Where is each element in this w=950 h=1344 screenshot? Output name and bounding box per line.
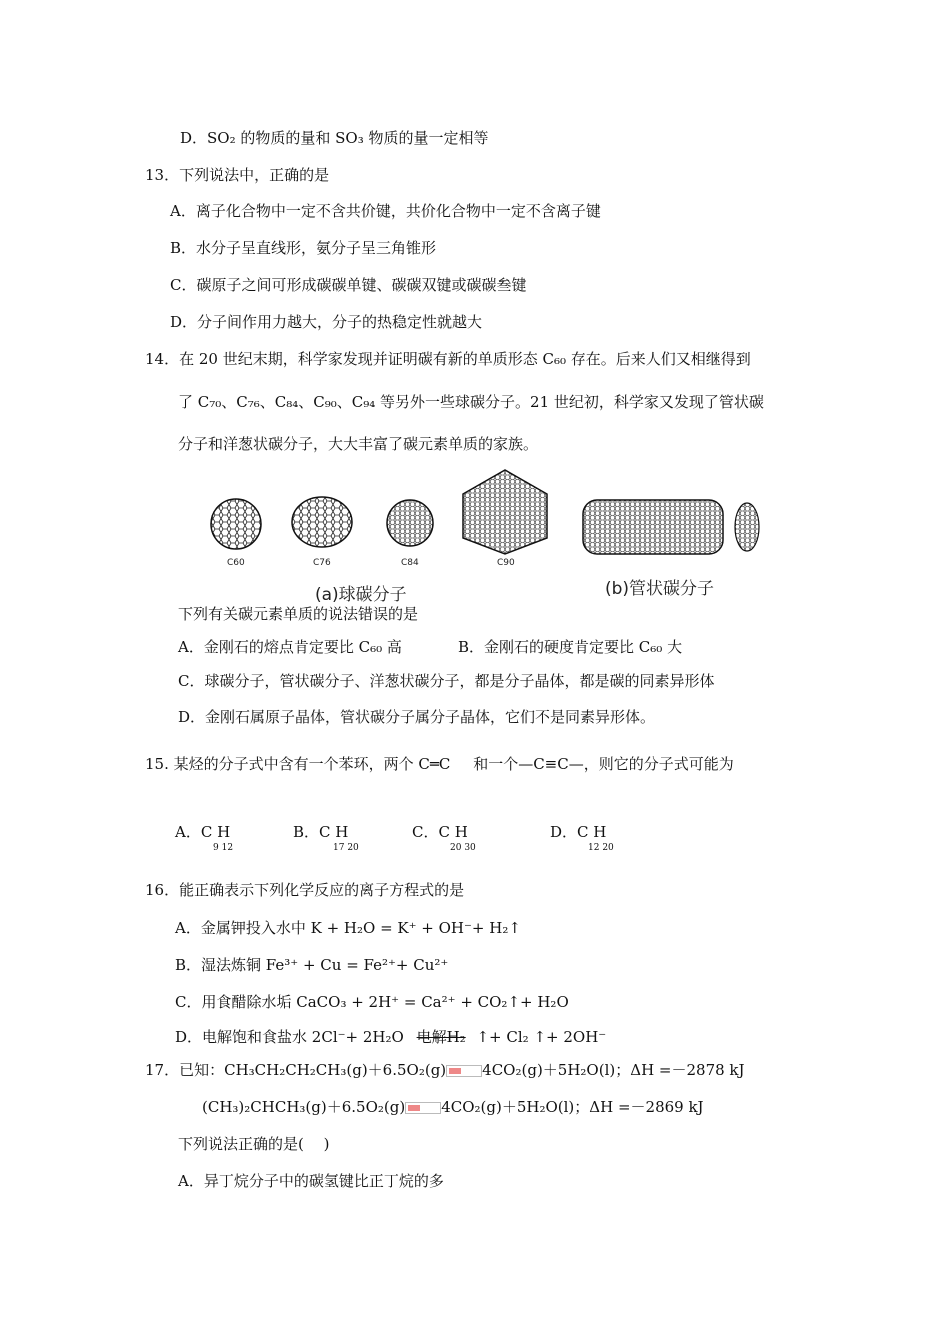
q16-stem: 16．能正确表示下列化学反应的离子方程式的是 bbox=[145, 881, 465, 899]
q16-option-d: D．电解饱和食盐水 2Cl⁻+ 2H₂O 电解H₂ ↑+ Cl₂ ↑+ 2OH⁻ bbox=[175, 1028, 607, 1046]
alkene-c-right: C bbox=[438, 755, 451, 773]
reaction-arrow-icon bbox=[446, 1065, 482, 1077]
q14-option-a: A．金刚石的熔点肯定要比 C₆₀ 高 bbox=[178, 638, 402, 656]
q14-option-c: C．球碳分子，管状碳分子、洋葱状碳分子，都是分子晶体，都是碳的同素异形体 bbox=[178, 672, 715, 690]
alkene-c-left: C bbox=[418, 755, 430, 773]
q15-option-d: D．C H 12 20 bbox=[550, 823, 614, 853]
q13-stem: 13．下列说法中，正确的是 bbox=[145, 166, 330, 184]
q16-option-a: A．金属钾投入水中 K + H₂O = K⁺ + OH⁻+ H₂↑ bbox=[175, 919, 521, 937]
q15-option-b: B．C H 17 20 bbox=[293, 823, 359, 853]
q16-option-b: B．湿法炼铜 Fe³⁺ + Cu = Fe²⁺+ Cu²⁺ bbox=[175, 956, 449, 974]
c76-label: C76 bbox=[313, 558, 331, 568]
q14-question: 下列有关碳元素单质的说法错误的是 bbox=[178, 605, 419, 623]
c90-molecule bbox=[463, 470, 547, 554]
q13-option-c: C．碳原子之间可形成碳碳单键、碳碳双键或碳碳叁键 bbox=[170, 276, 527, 294]
caption-b: (b)管状碳分子 bbox=[605, 579, 715, 599]
q14-line-1: 14．在 20 世纪末期，科学家发现并证明碳有新的单质形态 C₆₀ 存在。后来人们又相继得到 bbox=[145, 350, 751, 368]
q13-option-b: B．水分子呈直线形，氨分子呈三角锥形 bbox=[170, 239, 437, 257]
q15-stem bbox=[145, 754, 734, 774]
q12-option-d: D．SO₂ 的物质的量和 SO₃ 物质的量一定相等 bbox=[180, 129, 489, 147]
q14-option-d: D．金刚石属原子晶体，管状碳分子属分子晶体，它们不是同素异形体。 bbox=[178, 708, 656, 726]
q17-line-1: 17．已知：CH₃CH₂CH₂CH₃(g)＋6.5O₂(g) 4CO₂(g)＋5H₂O(l)；ΔH =－2878 kJ bbox=[145, 1061, 745, 1079]
q15-stem-d: 和一个—C≡C—，则它的分子式可能为 bbox=[473, 755, 734, 773]
q14-option-b: B．金刚石的硬度肯定要比 C₆₀ 大 bbox=[458, 638, 683, 656]
carbon-molecules-figure bbox=[205, 466, 765, 605]
q15-option-c: C．C H 20 30 bbox=[412, 823, 476, 853]
q16-option-c: C．用食醋除水垢 CaCO₃ + 2H⁺ = Ca²⁺ + CO₂↑+ H₂O bbox=[175, 993, 569, 1011]
reaction-arrow-icon bbox=[405, 1102, 441, 1114]
q14-line-2: 了 C₇₀、C₇₆、C₈₄、C₉₀、C₉₄ 等另外一些球碳分子。21 世纪初，科学家又发现了管状碳 bbox=[178, 393, 764, 411]
caption-a: (a)球碳分子 bbox=[315, 585, 407, 605]
c90-label: C90 bbox=[497, 558, 515, 568]
q17-option-a: A．异丁烷分子中的碳氢键比正丁烷的多 bbox=[178, 1172, 444, 1190]
q17-line-2: (CH₃)₂CHCH₃(g)＋6.5O₂(g) 4CO₂(g)＋5H₂O(l)；ΔH =－2869 kJ bbox=[202, 1098, 704, 1116]
q13-option-d: D．分子间作用力越大，分子的热稳定性就越大 bbox=[170, 313, 483, 331]
c76-molecule bbox=[292, 497, 352, 547]
c84-molecule bbox=[387, 500, 433, 546]
c60-molecule bbox=[211, 499, 261, 549]
q17-question: 下列说法正确的是( ) bbox=[178, 1135, 330, 1153]
nanotube-molecule bbox=[583, 500, 759, 554]
q14-line-3: 分子和洋葱状碳分子，大大丰富了碳元素单质的家族。 bbox=[178, 435, 539, 453]
c84-label: C84 bbox=[401, 558, 419, 568]
c60-label: C60 bbox=[227, 558, 245, 568]
q15-option-a: A．C H 9 12 bbox=[175, 823, 234, 853]
alkene-bond: C═C bbox=[418, 755, 451, 773]
q13-option-a: A．离子化合物中一定不含共价键，共价化合物中一定不含离子键 bbox=[170, 202, 601, 220]
q15-stem-a: 15. 某烃的分子式中含有一个苯环，两个 bbox=[145, 755, 414, 773]
